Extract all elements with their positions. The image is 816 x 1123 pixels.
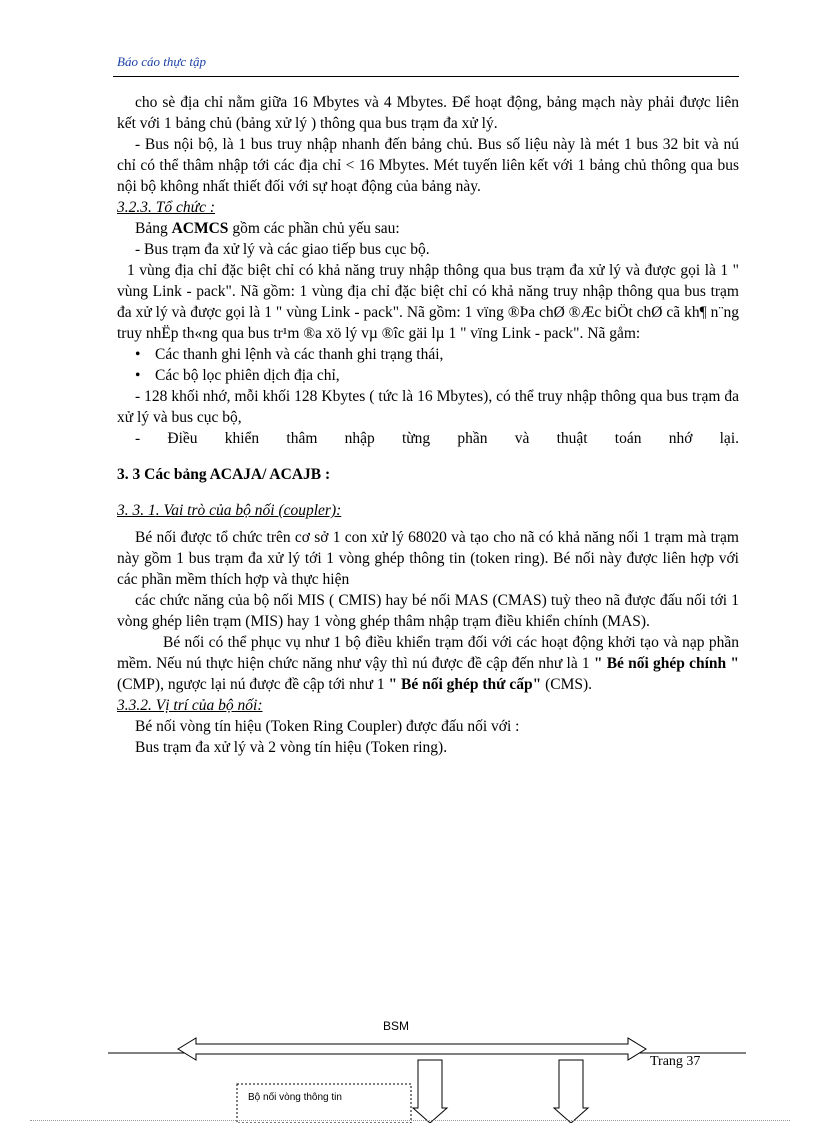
paragraph: - Bus trạm đa xử lý và các giao tiếp bus cục bộ. [135, 241, 430, 258]
bold-text: " Bé nối ghép chính " [593, 655, 739, 672]
text: Bảng [135, 220, 172, 237]
paragraph: 1 vùng địa chỉ đặc biệt chỉ có khả năng truy nhập thông qua bus trạm đa xử lý và được gọi là 1 " vùng Link - pack". Nã gồm: 1 vùng địa chỉ đặc biệt chỉ có khả năng truy nhập thông qua bus trạm đa xử lý và được gọi là 1 " vùng Link - pack". Nã gồm: 1 vïng ®Þa chØ ®Æc biÖt chØ cã kh¶ n¨ng truy nhËp th«ng qua bus tr¹m ®a xö lý vµ ®îc gäi lµ 1 " vïng Link - pack". Nã gåm: [117, 262, 739, 342]
text: (CMS). [541, 676, 593, 693]
paragraph: - Điều khiển thâm nhập từng phần và thuật toán nhớ lại. [135, 430, 739, 447]
document-body [117, 92, 739, 758]
text: gồm các phần chủ yếu sau: [228, 220, 400, 237]
bullet-item [117, 344, 739, 365]
down-arrow-right [554, 1060, 588, 1123]
bsm-double-arrow [178, 1038, 646, 1060]
paragraph: - 128 khối nhớ, mỗi khối 128 Kbytes ( tức là 16 Mbytes), có thể truy nhập thông qua bus trạm đa xử lý và bus cục bộ, [117, 388, 739, 426]
paragraph: - Bus nội bộ, là 1 bus truy nhập nhanh đến bảng chủ. Bus số liệu này là mét 1 bus 32 bit và nú chỉ có thể thâm nhập tới các địa chỉ < 16 Mbytes. Mét tuyến liên kết với 1 bảng chủ thông qua bus nội bộ không nhất thiết đối với sự hoạt động của bảng này. [117, 136, 739, 195]
bottom-dotted-line [30, 1120, 790, 1121]
paragraph: các chức năng của bộ nối MIS ( CMIS) hay bé nối MAS (CMAS) tuỳ theo nã được đấu nối tới 1 vòng ghép liên trạm (MIS) hay 1 vòng ghép thâm nhập trạm điều khiển chính (MAS). [117, 592, 739, 630]
coupler-box-label: Bộ nối vòng thông tin [248, 1092, 342, 1103]
bold-text: " Bé nối ghép thứ cấp" [388, 676, 542, 693]
section-heading-3-3-2: 3.3.2. Vị trí của bộ nối: [117, 697, 263, 714]
bullet-item [117, 365, 739, 386]
paragraph: Bé nối được tổ chức trên cơ sở 1 con xử lý 68020 và tạo cho nã có khả năng nối 1 trạm mà trạm này gồm 1 bus trạm đa xử lý tới 1 vòng ghép thông tin (token ring). Bé nối này được liên hợp với các phần mềm thích hợp và thực hiện [117, 529, 739, 588]
paragraph [117, 218, 739, 239]
header-rule [113, 76, 739, 77]
paragraph [117, 632, 739, 695]
paragraph: cho sè địa chỉ nằm giữa 16 Mbytes và 4 Mbytes. Để hoạt động, bảng mạch này phải được liên kết với 1 bảng chủ (bảng xử lý ) thông qua bus trạm đa xử lý. [117, 94, 739, 132]
paragraph: Bus trạm đa xử lý và 2 vòng tín hiệu (Token ring). [135, 739, 448, 756]
bullet-text: Các thanh ghi lệnh và các thanh ghi trạng thái, [155, 346, 444, 363]
bold-text: ACMCS [171, 220, 229, 237]
page-number: Trang 37 [650, 1054, 701, 1069]
section-heading-3-3: 3. 3 Các bảng ACAJA/ ACAJB : [117, 466, 331, 483]
header-title: Báo cáo thực tập [117, 54, 207, 69]
text: Bé nối có thể phục vụ như 1 bộ điều khiển trạm đối với các hoạt động khởi tạo và nạp phần mềm. Nếu nú thực hiện chức năng như vậy thì nú được đề cập đến như là 1 [117, 634, 739, 672]
heading-number: 3. 3. 1 [117, 502, 156, 519]
text: (CMP), ngược lại nú được đề cập tới như 1 [117, 676, 389, 693]
bullet-text: Các bộ lọc phiên dịch địa chỉ, [155, 367, 340, 384]
heading-text: . Vai trò của bộ nối (coupler): [155, 502, 342, 519]
section-heading-3-3-1 [117, 500, 739, 521]
paragraph: Bé nối vòng tín hiệu (Token Ring Coupler) được đấu nối với : [135, 718, 520, 735]
bullet-icon [117, 365, 155, 386]
bullet-icon [117, 344, 155, 365]
down-arrow-left [413, 1060, 447, 1123]
coupler-box [237, 1084, 411, 1123]
bsm-label: BSM [383, 1019, 410, 1033]
section-heading-3-2-3: 3.2.3. Tổ chức : [117, 199, 215, 216]
